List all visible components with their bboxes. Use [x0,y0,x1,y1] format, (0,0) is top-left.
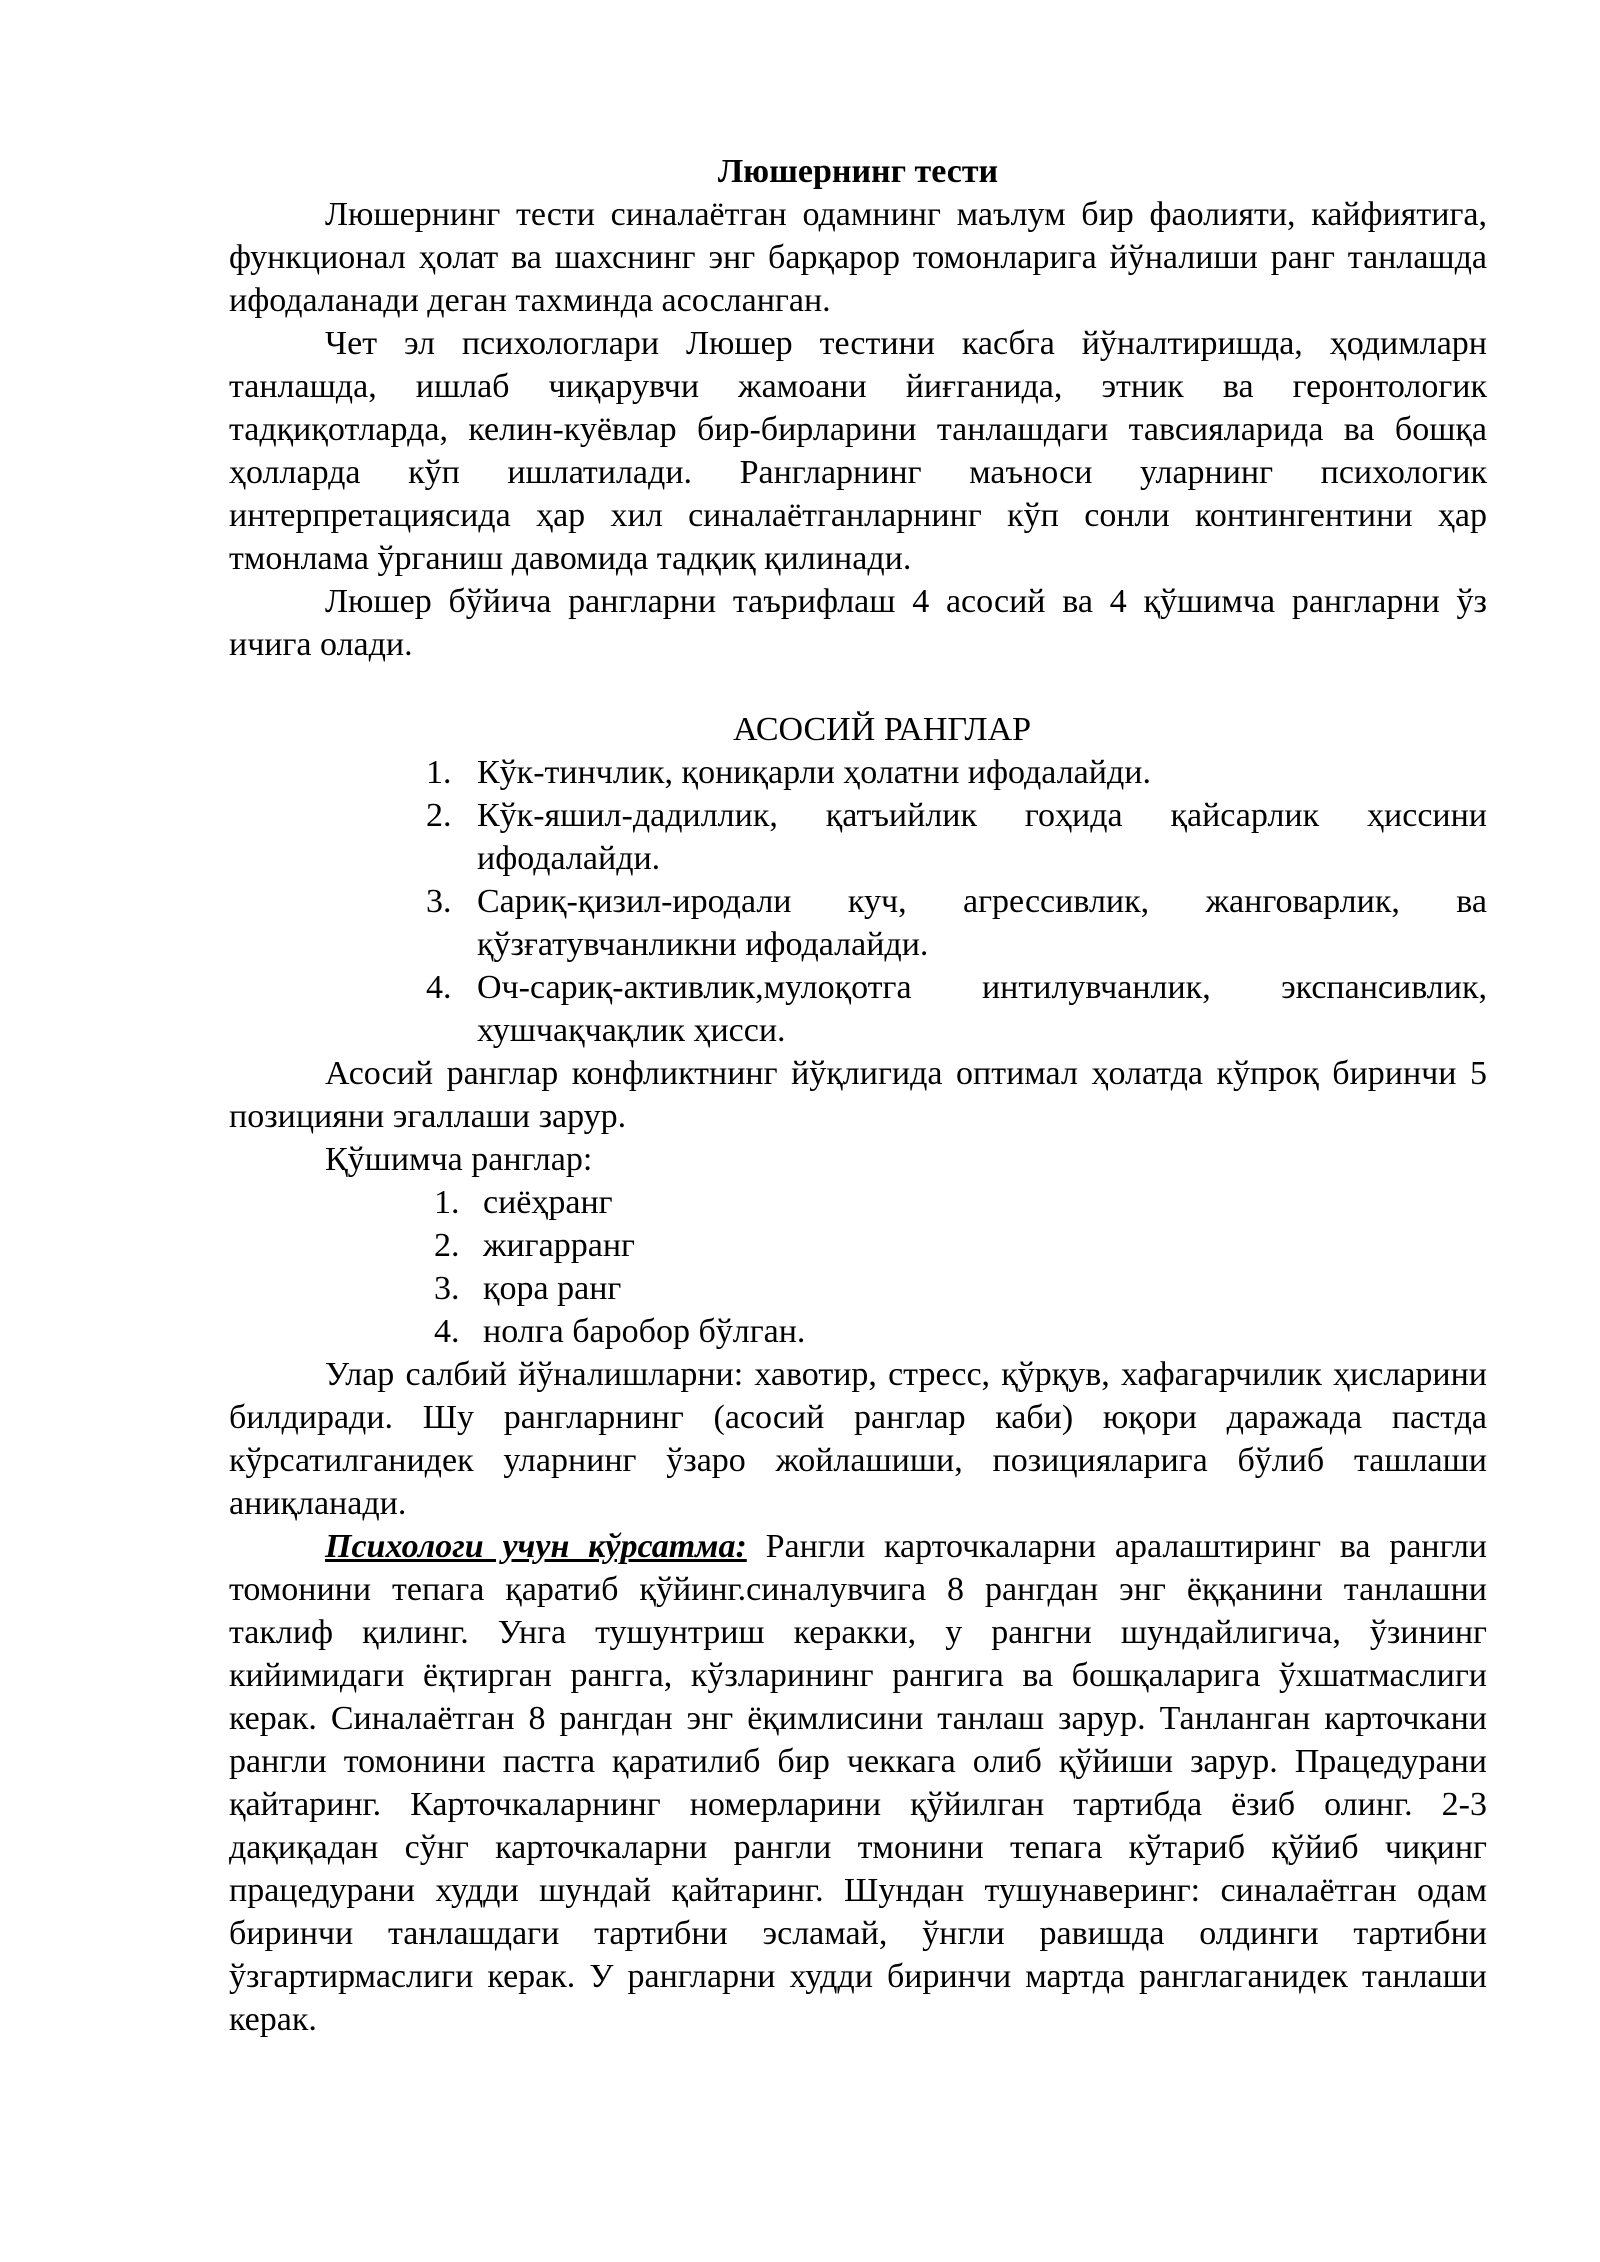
list-item [229,880,1487,966]
list-item-text: Кўк-яшил-дадиллик, қатъийлик гоҳида қайсарлик ҳиссини ифодалайди. [477,797,1487,877]
list-item [229,751,1487,794]
paragraph-applications: Чет эл психологлари Люшер тестини касбга йўналтиришда, ҳодимларн танлашда, ишлаб чиқарувчи жамоани йиғганида, этник ва геронтологик тадқиқотларда, келин-куёвлар бир-бирларини танлашдаги тавсияларида ва бошқа ҳолларда кўп ишлатилади. Рангларнинг маъноси уларнинг психологик интерпретациясида ҳар хил синалаётганларнинг кўп сонли контингентини ҳар тмонлама ўрганиш давомида тадқиқ қилинади. [229,325,1487,577]
instruction-lead: Психологи учун кўрсатма: [325,1528,747,1565]
list-item [229,966,1487,1052]
paragraph-colors-overview: Люшер бўйича рангларни таърифлаш 4 асосий ва 4 қўшимча рангларни ўз ичига олади. [229,583,1487,663]
list-item-number: 4. [434,1313,460,1350]
paragraph-intro: Люшернинг тести синалаётган одамнинг маълум бир фаолияти, кайфиятига, функционал ҳолат ва шахснинг энг барқарор томонларига йўналиши ранг танлашда ифодаланади деган тахминда асосланган. [229,196,1487,319]
list-item [229,1310,1487,1353]
list-item-number: 3. [434,1270,460,1307]
list-item-text: жигарранг [483,1227,635,1264]
basic-colors-list [229,751,1487,1052]
list-item-number: 4. [426,969,452,1006]
list-item-number: 2. [434,1227,460,1264]
extra-colors-label: Қўшимча ранглар: [325,1141,593,1178]
list-item [229,1224,1487,1267]
list-item-text: қора ранг [483,1270,622,1307]
list-item [229,1181,1487,1224]
list-item-number: 2. [426,797,452,834]
paragraph-instruction [229,1525,1487,2041]
list-item-number: 1. [426,754,452,791]
extra-colors-list [229,1181,1487,1353]
basic-colors-heading: АСОСИЙ РАНГЛАР [732,711,1032,748]
document-page [229,150,1487,2041]
list-item-text: сиёҳранг [483,1184,613,1221]
list-item-number: 3. [426,883,452,920]
list-item [229,794,1487,880]
list-item-text: Оч-сариқ-активлик,мулоқотга интилувчанлик, экспансивлик, хушчақчақлик ҳисси. [477,969,1487,1049]
instruction-text: Рангли карточкаларни аралаштиринг ва рангли томонини тепага қаратиб қўйинг.синалувчига 8 рангдан энг ёққанини танлашни таклиф қилинг. Унга тушунтриш керакки, у рангни шундайлигича, ўзининг кийимидаги ёқтирган рангга, кўзларининг рангига ва бошқаларига ўхшатмаслиги керак. Синалаётган 8 рангдан энг ёқимлисини танлаш зарур. Танланган карточкани рангли томонини пастга қаратилиб бир чеккага олиб қўйиши зарур. Працедурани қайтаринг. Карточкаларнинг номерларини қўйилган тартибда ёзиб олинг. 2-3 дақиқадан сўнг карточкаларни рангли тмонини тепага кўтариб қўйиб чиқинг працедурани худди шундай қайтаринг. Шундан тушунаверинг: синалаётган одам биринчи танлашдаги тартибни эсламай, ўнгли равишда олдинги тартибни ўзгартирмаслиги керак. У рангларни худди биринчи мартда ранглаганидек танлаши керак. [229,1528,1487,2038]
list-item [229,1267,1487,1310]
paragraph-extra-meaning: Улар салбий йўналишларни: хавотир, стресс, қўрқув, хафагарчилик ҳисларини билдиради. Шу рангларнинг (асосий ранглар каби) юқори даражада пастда кўрсатилганидек уларнинг ўзаро жойлашиши, позицияларига бўлиб ташлаши аниқланади. [229,1356,1487,1522]
list-item-text: Кўк-тинчлик, қониқарли ҳолатни ифодалайди. [477,754,1151,791]
list-item-text: Сариқ-қизил-иродали куч, агрессивлик, жанговарлик, ва қўзғатувчанликни ифодалайди. [477,883,1487,963]
document-title: Люшернинг тести [717,153,999,190]
paragraph-basic-positions: Асосий ранглар конфликтнинг йўқлигида оптимал ҳолатда кўпроқ биринчи 5 позицияни эгаллаши зарур. [229,1055,1487,1135]
list-item-text: нолга баробор бўлган. [483,1313,806,1350]
list-item-number: 1. [434,1184,460,1221]
